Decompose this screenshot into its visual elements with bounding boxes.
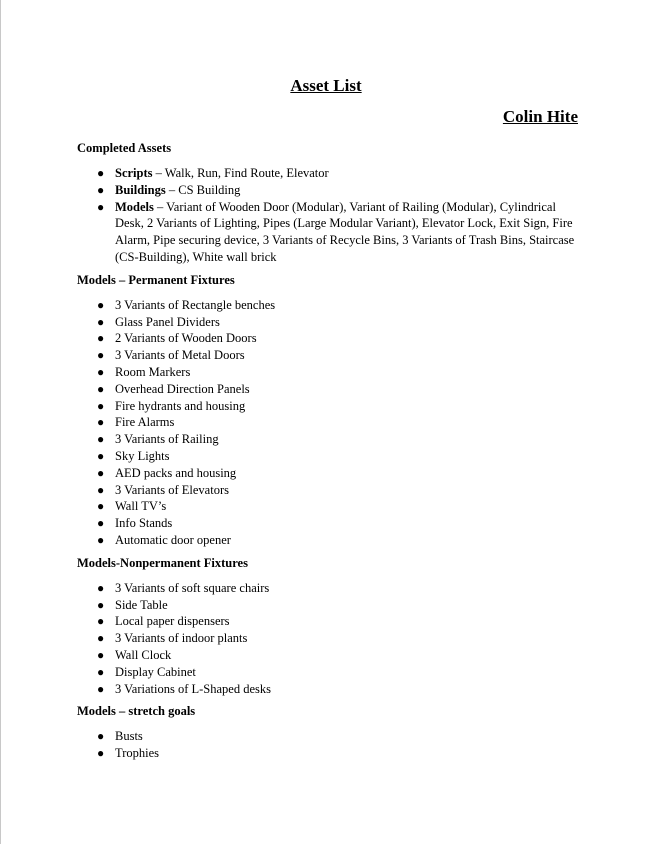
- list-item-text: 3 Variants of indoor plants: [115, 631, 248, 646]
- stretch-goals-list: [77, 728, 587, 762]
- list-item-lead: Scripts: [115, 166, 153, 180]
- list-item: [77, 681, 587, 698]
- list-item: [77, 182, 587, 199]
- list-item-text: 3 Variants of Rectangle benches: [115, 297, 276, 312]
- list-item: [77, 364, 587, 381]
- bullet-icon: ●: [97, 448, 105, 463]
- list-item-lead: Models: [115, 199, 154, 214]
- bullet-icon: ●: [97, 182, 105, 197]
- list-item-text: Side Table: [115, 597, 168, 612]
- list-item: [77, 647, 587, 664]
- list-item-text: Room Markers: [115, 364, 191, 379]
- list-item-text: Busts: [115, 729, 143, 744]
- document-body: [77, 140, 587, 762]
- list-item: [77, 664, 587, 681]
- list-item: [77, 165, 587, 182]
- list-item-lead: Buildings: [115, 182, 166, 197]
- bullet-icon: ●: [97, 516, 105, 531]
- bullet-icon: ●: [97, 729, 105, 744]
- page-left-edge: [0, 0, 1, 844]
- document-title: Asset List: [290, 76, 362, 95]
- list-item: [77, 498, 587, 515]
- bullet-icon: ●: [97, 432, 105, 447]
- list-item-text: Local paper dispensers: [115, 614, 230, 629]
- list-item-text: Glass Panel Dividers: [115, 314, 220, 329]
- bullet-icon: ●: [97, 631, 105, 646]
- completed-assets-list: [77, 165, 587, 266]
- list-item-text: 3 Variants of Railing: [115, 432, 219, 447]
- bullet-icon: ●: [97, 297, 105, 312]
- bullet-icon: ●: [97, 532, 105, 547]
- list-item-text: 3 Variants of Elevators: [115, 482, 229, 497]
- bullet-icon: ●: [97, 482, 105, 497]
- bullet-icon: ●: [97, 381, 105, 396]
- list-item-text: – Variant of Wooden Door (Modular), Variant of Railing (Modular), Cylindrical Desk, 2 Variants of Lighting, Pipes (Large Modular Variant), Elevator Lock, Exit Sign, Fire Alarm, Pipe securing device, 3 Variants of Recycle Bins, 3 Variants of Trash Bins, Staircase (CS-Building), White wall brick: [115, 199, 575, 264]
- bullet-icon: ●: [97, 614, 105, 629]
- bullet-icon: ●: [97, 415, 105, 430]
- list-item: [77, 465, 587, 482]
- bullet-icon: ●: [97, 314, 105, 329]
- bullet-icon: ●: [97, 331, 105, 346]
- bullet-icon: ●: [97, 580, 105, 595]
- list-item: [77, 297, 587, 314]
- list-item-text: 3 Variants of soft square chairs: [115, 580, 270, 595]
- list-item-text: 3 Variants of Metal Doors: [115, 348, 245, 363]
- list-item-text: Automatic door opener: [115, 532, 231, 547]
- list-item: [77, 398, 587, 415]
- list-item: [77, 515, 587, 532]
- list-item-text: Overhead Direction Panels: [115, 381, 250, 396]
- list-item: [77, 414, 587, 431]
- list-item-text: Wall Clock: [115, 647, 172, 662]
- bullet-icon: ●: [97, 664, 105, 679]
- section-heading-permanent: Models – Permanent Fixtures: [77, 272, 235, 287]
- list-item: [77, 431, 587, 448]
- list-item: [77, 728, 587, 745]
- list-item: [77, 532, 587, 549]
- list-item: [77, 630, 587, 647]
- list-item-text: AED packs and housing: [115, 465, 237, 480]
- section-heading-completed: Completed Assets: [77, 141, 172, 155]
- list-item-text: Fire Alarms: [115, 415, 175, 430]
- permanent-fixtures-list: [77, 297, 587, 549]
- list-item: [77, 199, 587, 266]
- list-item-text: – CS Building: [165, 182, 241, 197]
- list-item-text: – Walk, Run, Find Route, Elevator: [152, 166, 329, 180]
- list-item: [77, 580, 587, 597]
- list-item-text: Wall TV’s: [115, 499, 167, 514]
- bullet-icon: ●: [97, 398, 105, 413]
- list-item: [77, 314, 587, 331]
- list-item-text: 3 Variations of L-Shaped desks: [115, 681, 271, 696]
- bullet-icon: ●: [97, 499, 105, 514]
- list-item-text: Info Stands: [115, 516, 173, 531]
- bullet-icon: ●: [97, 597, 105, 612]
- list-item-text: 2 Variants of Wooden Doors: [115, 331, 257, 346]
- list-item: [77, 482, 587, 499]
- list-item: [77, 347, 587, 364]
- bullet-icon: ●: [97, 465, 105, 480]
- section-heading-nonpermanent: Models-Nonpermanent Fixtures: [77, 555, 248, 570]
- section-heading-stretch: Models – stretch goals: [77, 704, 196, 719]
- nonpermanent-fixtures-list: [77, 580, 587, 698]
- list-item: [77, 745, 587, 762]
- bullet-icon: ●: [97, 199, 105, 214]
- list-item-text: Fire hydrants and housing: [115, 398, 246, 413]
- list-item: [77, 330, 587, 347]
- bullet-icon: ●: [97, 348, 105, 363]
- bullet-icon: ●: [97, 681, 105, 696]
- list-item: [77, 597, 587, 614]
- list-item-text: Display Cabinet: [115, 664, 196, 679]
- list-item-text: Sky Lights: [115, 448, 170, 463]
- list-item: [77, 613, 587, 630]
- bullet-icon: ●: [97, 166, 105, 180]
- list-item-text: Trophies: [115, 746, 159, 761]
- list-item: [77, 448, 587, 465]
- bullet-icon: ●: [97, 746, 105, 761]
- bullet-icon: ●: [97, 364, 105, 379]
- list-item: [77, 381, 587, 398]
- bullet-icon: ●: [97, 647, 105, 662]
- author-name: Colin Hite: [502, 107, 578, 126]
